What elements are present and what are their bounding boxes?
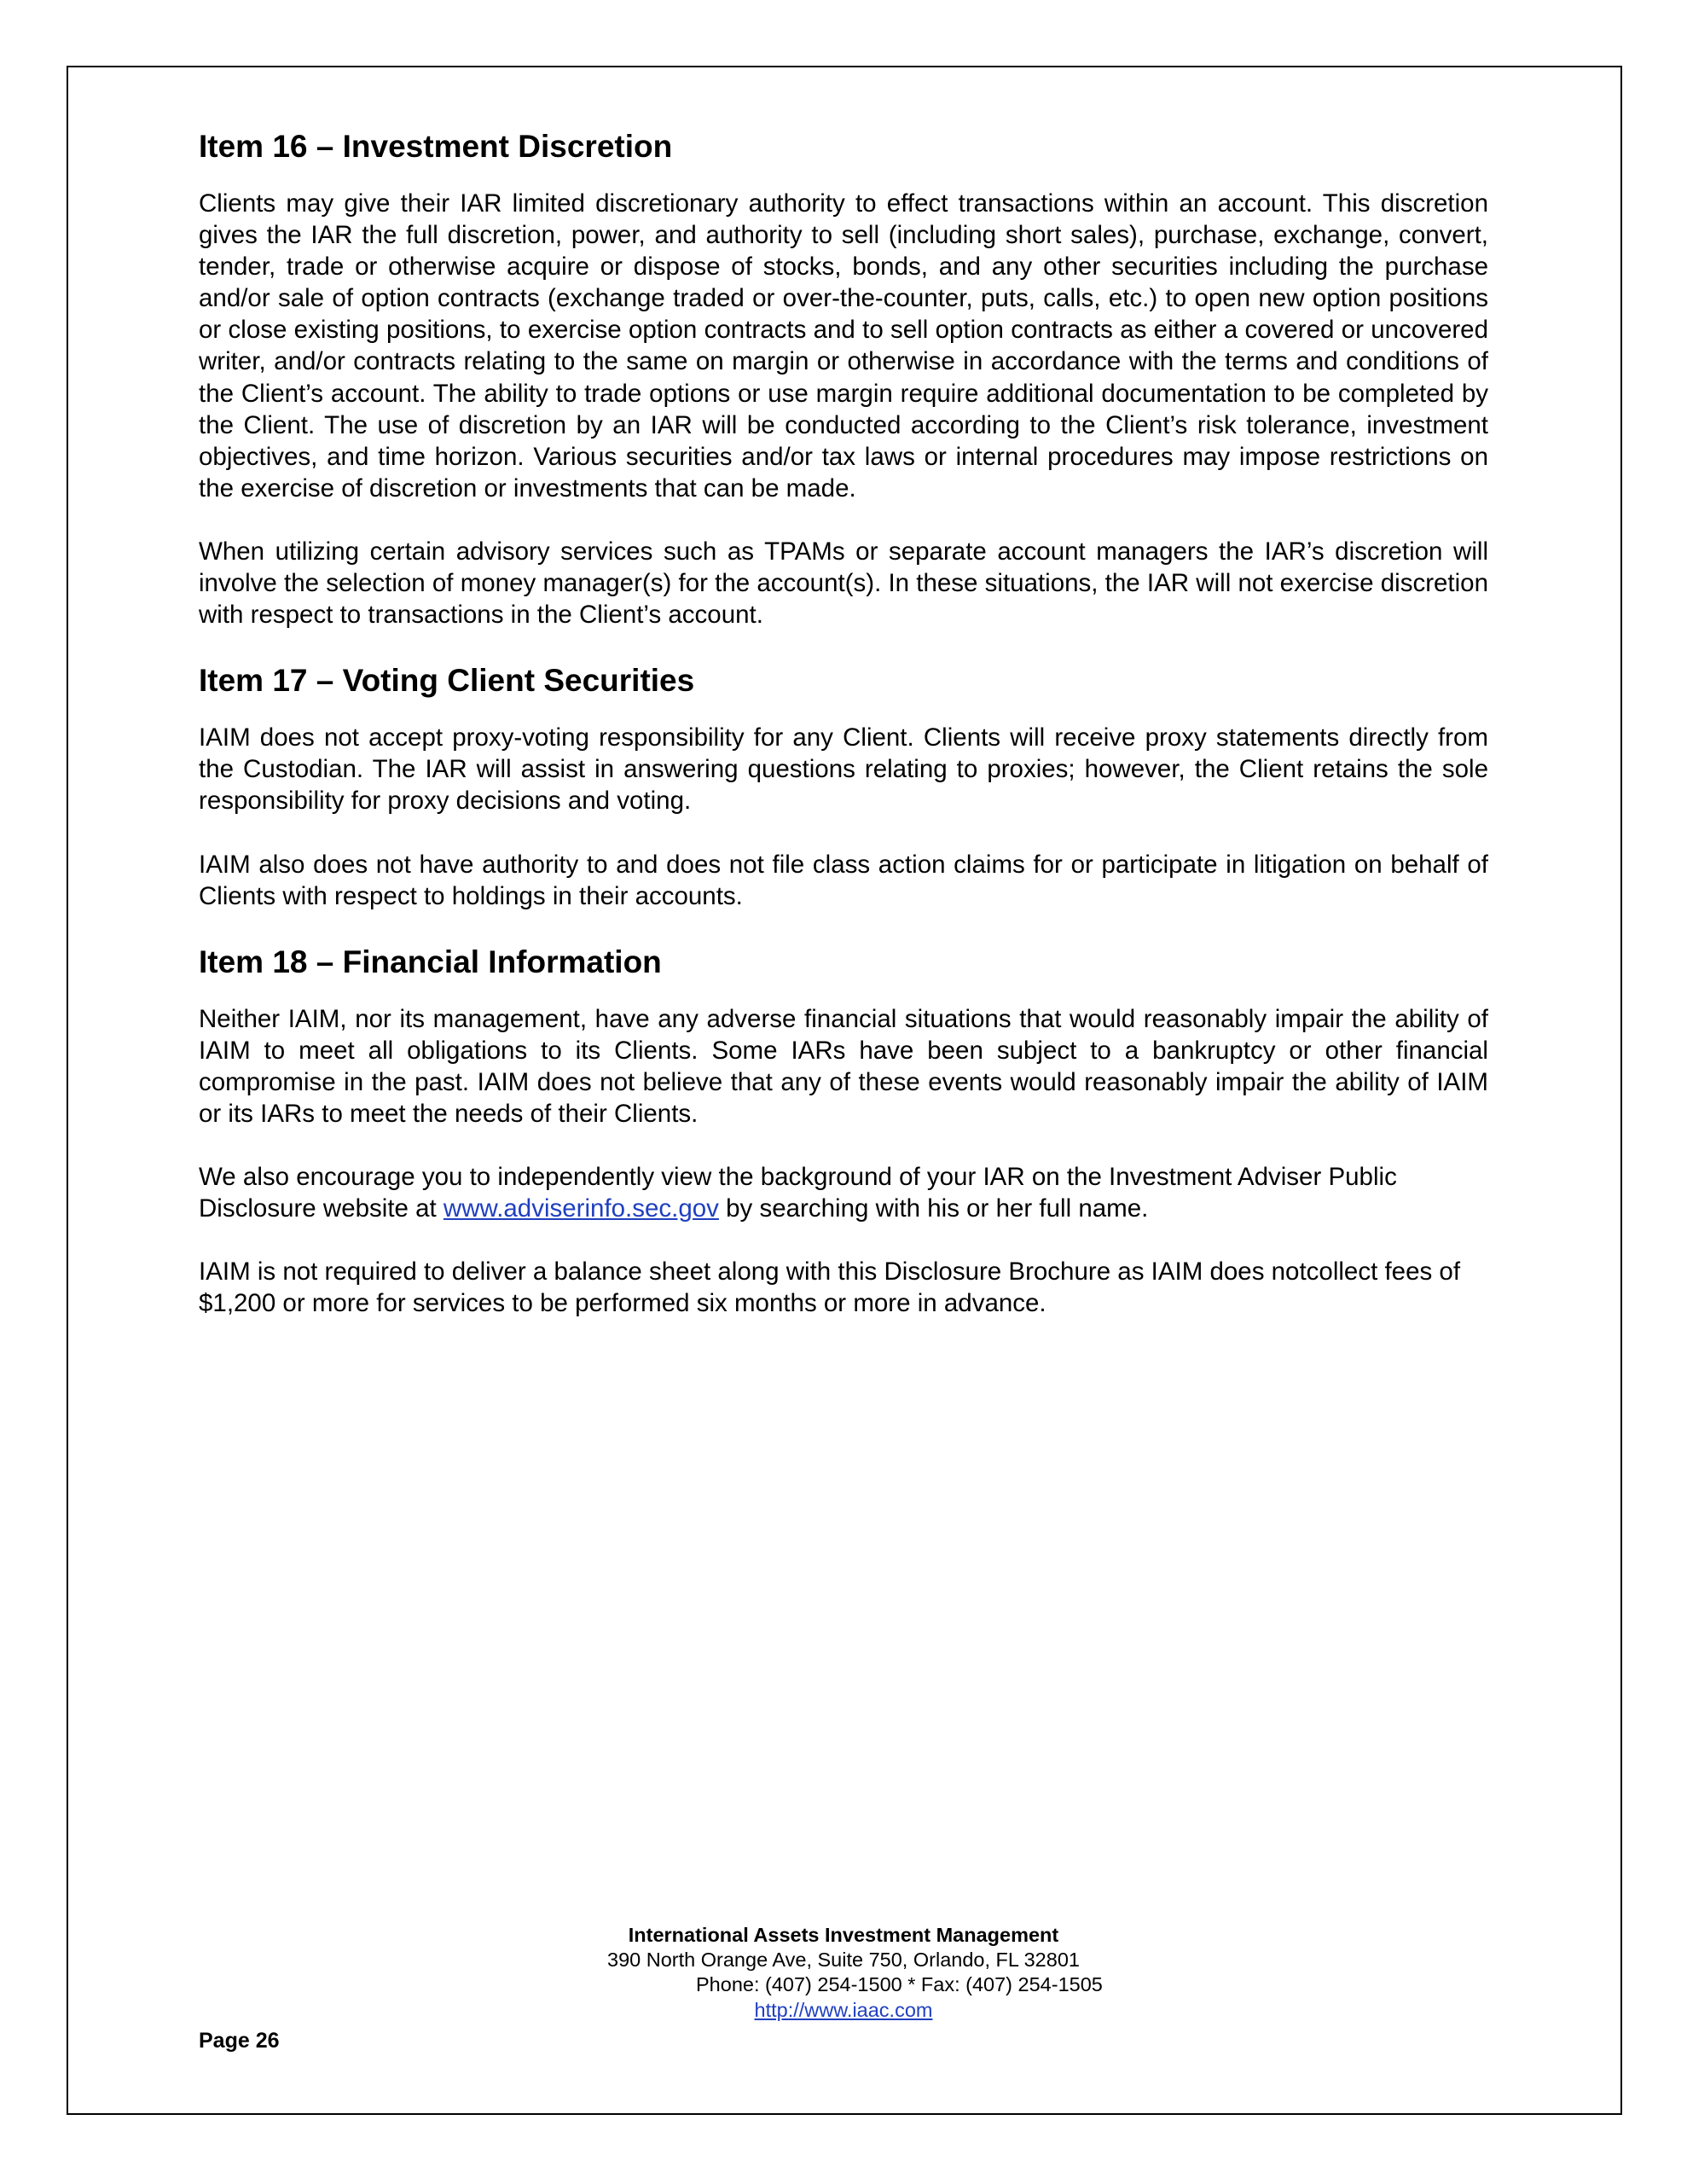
- item-16-paragraph-1: Clients may give their IAR limited discretionary authority to effect transactions within an account. This discretion gives the IAR the full discretion, power, and authority to sell (including short sales), purchase, exchange, convert, tender, trade or otherwise acquire or dispose of stocks, bonds, and any other securities including the purchase and/or sale of option contracts (exchange traded or over-the-counter, puts, calls, etc.) to open new option positions or close existing positions, to exercise option contracts and to sell option contracts as either a covered or uncovered writer, and/or contracts relating to the same on margin or otherwise in accordance with the terms and conditions of the Client’s account. The ability to trade options or use margin require additional documentation to be completed by the Client. The use of discretion by an IAR will be conducted according to the Client’s risk tolerance, investment objectives, and time horizon. Various securities and/or tax laws or internal procedures may impose restrictions on the exercise of discretion or investments that can be made.: [199, 189, 1488, 502]
- item-18-paragraph-1: Neither IAIM, nor its management, have any adverse financial situations that would reasonably impair the ability of IAIM to meet all obligations to its Clients. Some IARs have been subject to a bankruptcy or other financial compromise in the past. IAIM does not believe that any of these events would reasonably impair the ability of IAIM or its IARs to meet the needs of their Clients.: [199, 1004, 1488, 1128]
- footer-org-name: International Assets Investment Management: [628, 1924, 1059, 1946]
- page-number: Page 26: [199, 2029, 280, 2053]
- document-body: [199, 128, 1488, 1350]
- website-paragraph-text-before: We also encourage you to independently view the background of your IAR on the Investment Adviser Public Disclosure website at: [199, 1163, 1397, 1223]
- item-17-paragraph-1: IAIM does not accept proxy-voting responsibility for any Client. Clients will receive proxy statements directly from the Custodian. The IAR will assist in answering questions relating to proxies; however, the Client retains the sole responsibility for proxy decisions and voting.: [199, 723, 1488, 816]
- footer-phone-fax: Phone: (407) 254-1500 * Fax: (407) 254-1505: [696, 1973, 1103, 1995]
- footer-address: 390 North Orange Ave, Suite 750, Orlando, FL 32801: [607, 1949, 1080, 1971]
- item-16-paragraph-2: When utilizing certain advisory services such as TPAMs or separate account managers the IAR’s discretion will involve the selection of money manager(s) for the account(s). In these situations, the IAR will not exercise discretion with respect to transactions in the Client’s account.: [199, 537, 1488, 630]
- footer-website-link[interactable]: http://www.iaac.com: [754, 1999, 933, 2021]
- adviserinfo-link[interactable]: www.adviserinfo.sec.gov: [443, 1194, 719, 1223]
- item-17-heading: Item 17 – Voting Client Securities: [199, 663, 695, 699]
- item-18-heading: Item 18 – Financial Information: [199, 944, 662, 979]
- item-18-closing-paragraph: IAIM is not required to deliver a balance sheet along with this Disclosure Brochure as IAIM does notcollect fees of $1,200 or more for services to be performed six months or more in advance.: [199, 1258, 1461, 1318]
- item-16-heading: Item 16 – Investment Discretion: [199, 129, 673, 164]
- item-17-paragraph-2: IAIM also does not have authority to and does not file class action claims for or participate in litigation on behalf of Clients with respect to holdings in their accounts.: [199, 850, 1488, 910]
- item-18-website-paragraph: [199, 1161, 1488, 1224]
- footer-url-line: [0, 1998, 1687, 2024]
- website-paragraph-text-after: by searching with his or her full name.: [718, 1194, 1149, 1223]
